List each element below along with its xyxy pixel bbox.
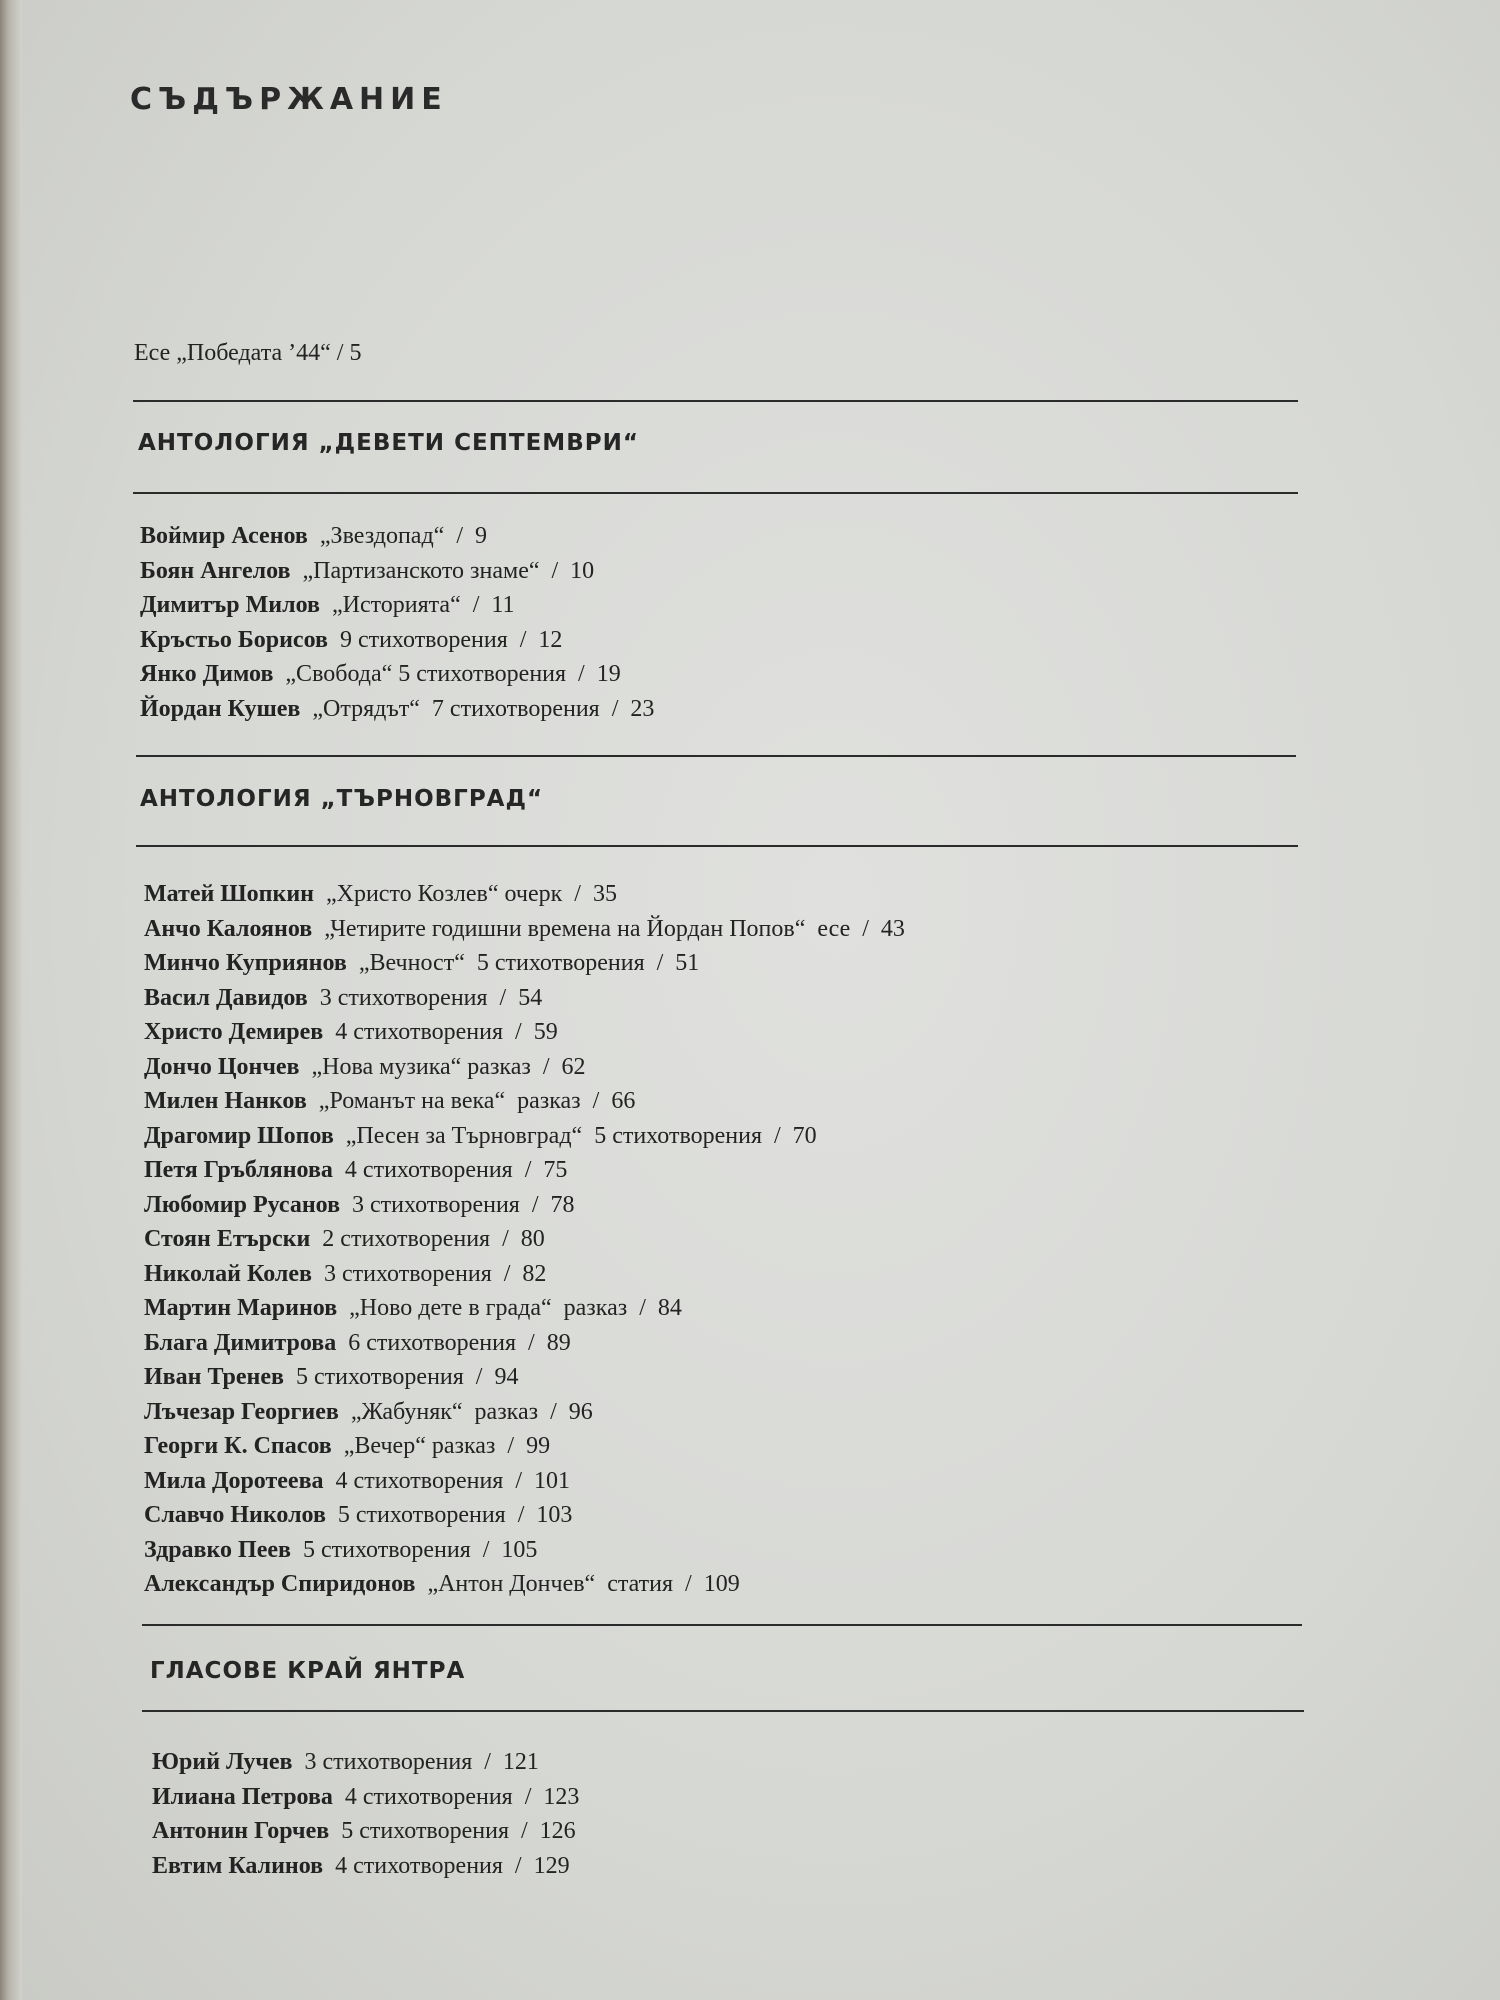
work-and-page: „Нова музика“ разказ / 62: [311, 1053, 586, 1080]
author-name: Минчо Куприянов: [144, 950, 347, 976]
author-name: Васил Давидов: [144, 984, 308, 1011]
toc-entry: [140, 657, 654, 692]
divider: [136, 755, 1296, 757]
work-and-page: „Отрядът“ 7 стихотворения / 23: [312, 695, 655, 722]
toc-entry: [144, 1498, 905, 1533]
author-name: Дончо Цончев: [144, 1053, 300, 1080]
toc-entry: [140, 554, 654, 589]
author-name: Илиана Петрова: [152, 1783, 333, 1810]
author-name: Драгомир Шопов: [144, 1122, 334, 1149]
toc-entry: [144, 1291, 905, 1326]
toc-entry: [144, 981, 905, 1016]
author-name: Георги К. Спасов: [144, 1433, 332, 1459]
work-and-page: „Романът на века“ разказ / 66: [318, 1088, 636, 1114]
author-name: Боян Ангелов: [140, 557, 291, 584]
work-and-page: 3 стихотворения / 82: [323, 1260, 547, 1287]
work-and-page: 3 стихотворения / 78: [352, 1191, 575, 1218]
toc-entry: [144, 1326, 905, 1361]
work-and-page: 3 стихотворения / 54: [319, 984, 543, 1011]
toc-entry: [144, 1119, 905, 1154]
work-and-page: 5 стихотворения / 105: [302, 1536, 538, 1563]
divider: [136, 845, 1298, 847]
author-name: Матей Шопкин: [144, 881, 314, 907]
work-and-page: „Жабуняк“ разказ / 96: [350, 1398, 593, 1425]
toc-entry: [140, 692, 654, 727]
work-and-page: „Песен за Търновград“ 5 стихотворения / 70: [345, 1122, 817, 1149]
author-name: Здравко Пеев: [144, 1536, 291, 1563]
toc-entry: [144, 1395, 905, 1430]
author-name: Воймир Асенов: [140, 523, 308, 549]
author-name: Антонин Горчев: [152, 1818, 330, 1844]
section-list: [140, 519, 654, 726]
author-name: Милен Нанков: [144, 1088, 307, 1114]
section-title: АНТОЛОГИЯ „ТЪРНОВГРАД“: [140, 786, 544, 812]
author-name: Александър Спиридонов: [144, 1571, 416, 1597]
work-and-page: 2 стихотворения / 80: [322, 1226, 545, 1252]
author-name: Янко Димов: [140, 661, 274, 687]
author-name: Стоян Етърски: [144, 1226, 311, 1252]
work-and-page: „Ново дете в града“ разказ / 84: [349, 1295, 682, 1321]
author-name: Славчо Николов: [144, 1502, 326, 1528]
author-name: Лъчезар Георгиев: [144, 1398, 339, 1425]
toc-entry: [152, 1814, 579, 1849]
work-and-page: „Антон Дончев“ статия / 109: [427, 1571, 740, 1597]
toc-entry: [140, 623, 654, 658]
author-name: Йордан Кушев: [140, 695, 301, 722]
work-and-page: 9 стихотворения / 12: [339, 626, 563, 653]
page-gutter: [0, 0, 22, 2000]
work-and-page: 4 стихотворения / 123: [344, 1783, 580, 1810]
author-name: Анчо Калоянов: [144, 915, 313, 942]
author-name: Мила Доротеева: [144, 1467, 324, 1494]
toc-entry: [144, 1153, 905, 1188]
toc-entry: [144, 1429, 905, 1464]
work-and-page: 4 стихотворения / 59: [335, 1019, 558, 1045]
work-and-page: 6 стихотворения / 89: [348, 1329, 571, 1356]
author-name: Николай Колев: [144, 1260, 312, 1287]
work-and-page: „Звездопад“ / 9: [319, 523, 487, 549]
work-and-page: 5 стихотворения / 94: [296, 1364, 519, 1390]
divider: [142, 1710, 1304, 1712]
toc-entry: [144, 1360, 905, 1395]
toc-entry: [144, 1015, 905, 1050]
intro-entry: Есе „Победата ’44“ / 5: [134, 340, 362, 366]
work-and-page: „Партизанското знаме“ / 10: [302, 557, 595, 584]
divider: [133, 400, 1298, 402]
toc-entry: [152, 1780, 579, 1815]
toc-entry: [144, 1464, 905, 1499]
author-name: Петя Гръблянова: [144, 1157, 333, 1183]
toc-entry: [144, 1084, 905, 1119]
toc-entry: [144, 1257, 905, 1292]
section-list: [152, 1745, 579, 1883]
section-title: АНТОЛОГИЯ „ДЕВЕТИ СЕПТЕМВРИ“: [138, 430, 639, 456]
work-and-page: 3 стихотворения / 121: [304, 1749, 539, 1775]
author-name: Любомир Русанов: [144, 1191, 341, 1218]
author-name: Мартин Маринов: [144, 1295, 338, 1321]
toc-entry: [144, 1222, 905, 1257]
toc-entry: [144, 1188, 905, 1223]
toc-entry: [144, 1533, 905, 1568]
work-and-page: „Историята“ / 11: [331, 592, 515, 618]
divider: [133, 492, 1298, 494]
page-title: СЪДЪРЖАНИЕ: [130, 82, 448, 117]
section-list: [144, 877, 905, 1602]
author-name: Христо Демирев: [144, 1019, 324, 1045]
section-title: ГЛАСОВЕ КРАЙ ЯНТРА: [150, 1658, 466, 1684]
author-name: Юрий Лучев: [152, 1749, 293, 1775]
work-and-page: „Христо Козлев“ очерк / 35: [325, 881, 617, 907]
work-and-page: „Вечер“ разказ / 99: [343, 1433, 551, 1459]
toc-entry: [144, 912, 905, 947]
work-and-page: „Вечност“ 5 стихотворения / 51: [358, 950, 700, 976]
toc-entry: [140, 519, 654, 554]
toc-entry: [152, 1849, 579, 1884]
toc-entry: [144, 1050, 905, 1085]
author-name: Блага Димитрова: [144, 1329, 337, 1356]
toc-entry: [152, 1745, 579, 1780]
work-and-page: „Четирите годишни времена на Йордан Попов“ есе / 43: [324, 915, 905, 942]
toc-entry: [144, 1567, 905, 1602]
work-and-page: 5 стихотворения / 126: [341, 1818, 576, 1844]
toc-entry: [144, 877, 905, 912]
toc-entry: [140, 588, 654, 623]
author-name: Димитър Милов: [140, 592, 320, 618]
divider: [142, 1624, 1302, 1626]
work-and-page: 4 стихотворения / 101: [335, 1467, 571, 1494]
toc-entry: [144, 946, 905, 981]
work-and-page: „Свобода“ 5 стихотворения / 19: [285, 661, 621, 687]
author-name: Иван Тренев: [144, 1364, 284, 1390]
work-and-page: 4 стихотворения / 75: [344, 1157, 568, 1183]
work-and-page: 5 стихотворения / 103: [337, 1502, 573, 1528]
author-name: Кръстьо Борисов: [140, 626, 328, 653]
work-and-page: 4 стихотворения / 129: [335, 1852, 570, 1879]
author-name: Евтим Калинов: [152, 1852, 324, 1879]
